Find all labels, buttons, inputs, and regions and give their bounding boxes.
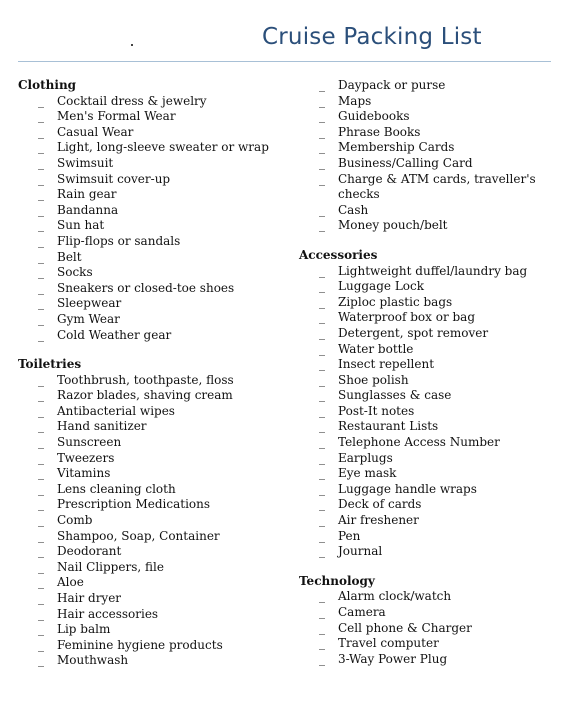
item-label: Flip-flops or sandals xyxy=(57,233,181,248)
list-item xyxy=(18,265,273,281)
list-item xyxy=(18,653,273,669)
item-label: Mouthwash xyxy=(57,653,129,668)
checkbox-blank-line: _ xyxy=(319,93,325,108)
item-label: Nail Clippers, file xyxy=(57,559,164,574)
list-item xyxy=(299,404,554,420)
list-item xyxy=(299,529,554,545)
list-item xyxy=(299,125,554,141)
item-label: Vitamins xyxy=(57,466,111,481)
checkbox-blank-line: _ xyxy=(38,481,44,496)
item-label: Comb xyxy=(57,513,93,528)
item-label: Luggage handle wraps xyxy=(338,481,477,496)
item-label: Ziploc plastic bags xyxy=(338,294,453,309)
list-item xyxy=(18,404,273,420)
item-label: Hair dryer xyxy=(57,591,122,605)
section-technology xyxy=(299,574,554,668)
list-item xyxy=(18,466,273,482)
checkbox-blank-line: _ xyxy=(38,327,44,342)
item-label: Charge & ATM cards, traveller's checks xyxy=(338,171,536,202)
checkbox-blank-line: _ xyxy=(319,450,325,465)
item-label: Travel computer xyxy=(338,636,439,651)
list-item xyxy=(299,78,554,94)
checkbox-blank-line: _ xyxy=(38,265,44,280)
item-label: Camera xyxy=(338,605,386,619)
checklist xyxy=(299,264,554,560)
title-rule xyxy=(18,61,551,62)
item-label: Sleepwear xyxy=(57,296,122,311)
item-label: Pen xyxy=(338,528,361,543)
list-item xyxy=(18,296,273,312)
list-item xyxy=(18,328,273,344)
item-label: Antibacterial wipes xyxy=(57,403,175,418)
list-item xyxy=(18,497,273,513)
item-label: 3-Way Power Plug xyxy=(338,651,448,666)
list-item xyxy=(299,497,554,513)
checkbox-blank-line: _ xyxy=(38,140,44,155)
section-heading: Clothing xyxy=(18,78,77,92)
checkbox-blank-line: _ xyxy=(319,435,325,450)
checkbox-blank-line: _ xyxy=(319,544,325,559)
list-item xyxy=(18,109,273,125)
list-item xyxy=(18,607,273,623)
checkbox-blank-line: _ xyxy=(319,403,325,418)
checkbox-blank-line: _ xyxy=(319,310,325,325)
checkbox-blank-line: _ xyxy=(319,294,325,309)
item-label: Maps xyxy=(338,93,372,108)
checkbox-blank-line: _ xyxy=(319,357,325,372)
item-label: Deck of cards xyxy=(338,497,422,512)
checklist xyxy=(18,373,273,669)
list-item xyxy=(299,140,554,156)
checkbox-blank-line: _ xyxy=(319,419,325,434)
checkbox-blank-line: _ xyxy=(319,109,325,124)
list-item xyxy=(299,466,554,482)
list-item xyxy=(299,544,554,560)
section-heading: Toiletries xyxy=(18,357,82,372)
checkbox-blank-line: _ xyxy=(319,202,325,217)
checkbox-blank-line: _ xyxy=(319,636,325,651)
item-label: Insect repellent xyxy=(338,357,435,372)
list-item xyxy=(18,250,273,266)
list-item xyxy=(18,591,273,607)
list-item xyxy=(18,234,273,250)
checkbox-blank-line: _ xyxy=(38,171,44,186)
list-item xyxy=(18,187,273,203)
checkbox-blank-line: _ xyxy=(319,140,325,155)
item-label: Water bottle xyxy=(338,341,414,356)
item-label: Detergent, spot remover xyxy=(338,325,489,340)
checkbox-blank-line: _ xyxy=(319,589,325,604)
list-item xyxy=(299,279,554,295)
item-label: Cocktail dress & jewelry xyxy=(57,93,207,108)
checkbox-blank-line: _ xyxy=(38,249,44,264)
section-heading: Technology xyxy=(299,573,375,588)
checkbox-blank-line: _ xyxy=(38,575,44,590)
list-item xyxy=(18,140,273,156)
checkbox-blank-line: _ xyxy=(38,528,44,543)
list-item xyxy=(299,482,554,498)
item-label: Hand sanitizer xyxy=(57,419,147,434)
list-item xyxy=(18,482,273,498)
checkbox-blank-line: _ xyxy=(319,497,325,512)
item-label: Razor blades, shaving cream xyxy=(57,388,233,403)
checkbox-blank-line: _ xyxy=(319,325,325,340)
checkbox-blank-line: _ xyxy=(38,466,44,481)
item-label: Shoe polish xyxy=(338,372,409,387)
list-item xyxy=(299,295,554,311)
list-item xyxy=(299,605,554,621)
list-item xyxy=(299,94,554,110)
list-item xyxy=(299,636,554,652)
checkbox-blank-line: _ xyxy=(319,263,325,278)
checkbox-blank-line: _ xyxy=(38,311,44,326)
checkbox-blank-line: _ xyxy=(319,651,325,666)
checkbox-blank-line: _ xyxy=(319,513,325,528)
item-label: Lip balm xyxy=(57,622,111,637)
checkbox-blank-line: _ xyxy=(319,124,325,139)
page-title: Cruise Packing List xyxy=(262,24,482,50)
item-label: Swimsuit xyxy=(57,155,114,170)
list-item xyxy=(18,156,273,172)
checkbox-blank-line: _ xyxy=(38,591,44,605)
item-label: Cash xyxy=(338,202,369,217)
list-item xyxy=(18,312,273,328)
checkbox-blank-line: _ xyxy=(38,403,44,418)
item-label: Alarm clock/watch xyxy=(338,589,452,604)
list-item xyxy=(18,125,273,141)
item-label: Gym Wear xyxy=(57,311,120,326)
list-item xyxy=(299,419,554,435)
list-item xyxy=(299,342,554,358)
list-item xyxy=(18,529,273,545)
item-label: Light, long-sleeve sweater or wrap xyxy=(57,140,269,155)
item-label: Bandanna xyxy=(57,202,119,217)
item-label: Swimsuit cover-up xyxy=(57,171,171,186)
item-label: Socks xyxy=(57,265,93,280)
checkbox-blank-line: _ xyxy=(38,513,44,528)
checkbox-blank-line: _ xyxy=(319,466,325,481)
list-item xyxy=(299,451,554,467)
item-label: Cold Weather gear xyxy=(57,327,172,342)
section-accessories xyxy=(299,248,554,560)
checkbox-blank-line: _ xyxy=(319,155,325,170)
checkbox-blank-line: _ xyxy=(38,450,44,465)
item-label: Membership Cards xyxy=(338,140,455,155)
list-item xyxy=(299,388,554,404)
list-item xyxy=(18,513,273,529)
checkbox-blank-line: _ xyxy=(38,296,44,311)
item-label: Guidebooks xyxy=(338,109,410,124)
checklist xyxy=(18,94,273,344)
item-label: Tweezers xyxy=(57,450,115,465)
item-label: Sneakers or closed-toe shoes xyxy=(57,280,235,295)
item-label: Men's Formal Wear xyxy=(57,109,176,124)
list-item xyxy=(18,218,273,234)
item-label: Journal xyxy=(338,544,383,559)
list-item xyxy=(18,281,273,297)
item-label: Belt xyxy=(57,249,82,264)
list-item xyxy=(299,513,554,529)
item-label: Sun hat xyxy=(57,218,105,233)
checkbox-blank-line: _ xyxy=(38,544,44,559)
checkbox-blank-line: _ xyxy=(319,528,325,543)
item-label: Air freshener xyxy=(338,513,419,528)
checkbox-blank-line: _ xyxy=(38,435,44,450)
item-label: Business/Calling Card xyxy=(338,155,473,170)
item-label: Prescription Medications xyxy=(57,497,211,512)
item-label: Eye mask xyxy=(338,466,397,481)
list-item xyxy=(299,172,554,203)
checkbox-blank-line: _ xyxy=(38,388,44,403)
checkbox-blank-line: _ xyxy=(38,559,44,574)
item-label: Lightweight duffel/laundry bag xyxy=(338,263,528,278)
checkbox-blank-line: _ xyxy=(38,124,44,139)
list-item xyxy=(299,621,554,637)
list-item xyxy=(299,156,554,172)
list-item xyxy=(299,652,554,668)
item-label: Telephone Access Number xyxy=(338,435,500,450)
checkbox-blank-line: _ xyxy=(319,78,325,92)
checkbox-blank-line: _ xyxy=(319,171,325,186)
list-item xyxy=(299,357,554,373)
list-item xyxy=(18,203,273,219)
item-label: Earplugs xyxy=(338,450,393,465)
list-item xyxy=(18,435,273,451)
list-item xyxy=(18,94,273,110)
item-label: Feminine hygiene products xyxy=(57,637,223,652)
checklist xyxy=(299,589,554,667)
list-item xyxy=(18,451,273,467)
list-item xyxy=(299,373,554,389)
list-item xyxy=(299,435,554,451)
item-label: Daypack or purse xyxy=(338,78,446,92)
checkbox-blank-line: _ xyxy=(38,233,44,248)
checkbox-blank-line: _ xyxy=(319,279,325,294)
checkbox-blank-line: _ xyxy=(38,155,44,170)
list-item xyxy=(18,172,273,188)
checkbox-blank-line: _ xyxy=(38,93,44,108)
list-item xyxy=(18,388,273,404)
list-item xyxy=(18,373,273,389)
checkbox-blank-line: _ xyxy=(38,280,44,295)
item-label: Lens cleaning cloth xyxy=(57,481,176,496)
checkbox-blank-line: _ xyxy=(319,605,325,619)
list-item xyxy=(18,419,273,435)
item-label: Aloe xyxy=(57,575,84,590)
checkbox-blank-line: _ xyxy=(38,202,44,217)
stray-dot xyxy=(131,44,133,46)
section-toiletries xyxy=(18,357,273,669)
list-item xyxy=(299,310,554,326)
list-item xyxy=(299,203,554,219)
checkbox-blank-line: _ xyxy=(38,653,44,668)
list-item xyxy=(299,326,554,342)
checkbox-blank-line: _ xyxy=(319,481,325,496)
list-item xyxy=(18,560,273,576)
checkbox-blank-line: _ xyxy=(38,419,44,434)
item-label: Shampoo, Soap, Container xyxy=(57,528,220,543)
checkbox-blank-line: _ xyxy=(38,109,44,124)
checklist xyxy=(299,78,554,234)
checkbox-blank-line: _ xyxy=(319,620,325,635)
checkbox-blank-line: _ xyxy=(38,497,44,512)
list-item xyxy=(299,264,554,280)
checkbox-blank-line: _ xyxy=(38,372,44,387)
right-column xyxy=(299,78,554,681)
list-item xyxy=(18,544,273,560)
item-label: Phrase Books xyxy=(338,124,421,139)
checkbox-blank-line: _ xyxy=(38,187,44,202)
checkbox-blank-line: _ xyxy=(38,637,44,652)
checkbox-blank-line: _ xyxy=(38,606,44,621)
section-heading: Accessories xyxy=(299,247,378,262)
checkbox-blank-line: _ xyxy=(38,622,44,637)
list-item xyxy=(299,589,554,605)
item-label: Sunscreen xyxy=(57,435,122,450)
left-column xyxy=(18,78,273,683)
list-item xyxy=(299,109,554,125)
list-item xyxy=(18,638,273,654)
list-item xyxy=(18,622,273,638)
section-clothing xyxy=(18,78,273,343)
item-label: Casual Wear xyxy=(57,124,134,139)
item-label: Waterproof box or bag xyxy=(338,310,476,325)
item-label: Luggage Lock xyxy=(338,279,424,294)
item-label: Restaurant Lists xyxy=(338,419,439,434)
item-label: Deodorant xyxy=(57,544,122,559)
item-label: Sunglasses & case xyxy=(338,388,452,403)
checkbox-blank-line: _ xyxy=(319,218,325,233)
checkbox-blank-line: _ xyxy=(319,372,325,387)
list-item xyxy=(18,575,273,591)
item-label: Toothbrush, toothpaste, floss xyxy=(57,372,234,387)
item-label: Cell phone & Charger xyxy=(338,620,472,635)
item-label: Money pouch/belt xyxy=(338,218,448,233)
item-label: Post-It notes xyxy=(338,403,415,418)
item-label: Hair accessories xyxy=(57,606,159,621)
list-item xyxy=(299,218,554,234)
checkbox-blank-line: _ xyxy=(319,341,325,356)
section-misc xyxy=(299,78,554,234)
item-label: Rain gear xyxy=(57,187,117,202)
checkbox-blank-line: _ xyxy=(319,388,325,403)
checkbox-blank-line: _ xyxy=(38,218,44,233)
